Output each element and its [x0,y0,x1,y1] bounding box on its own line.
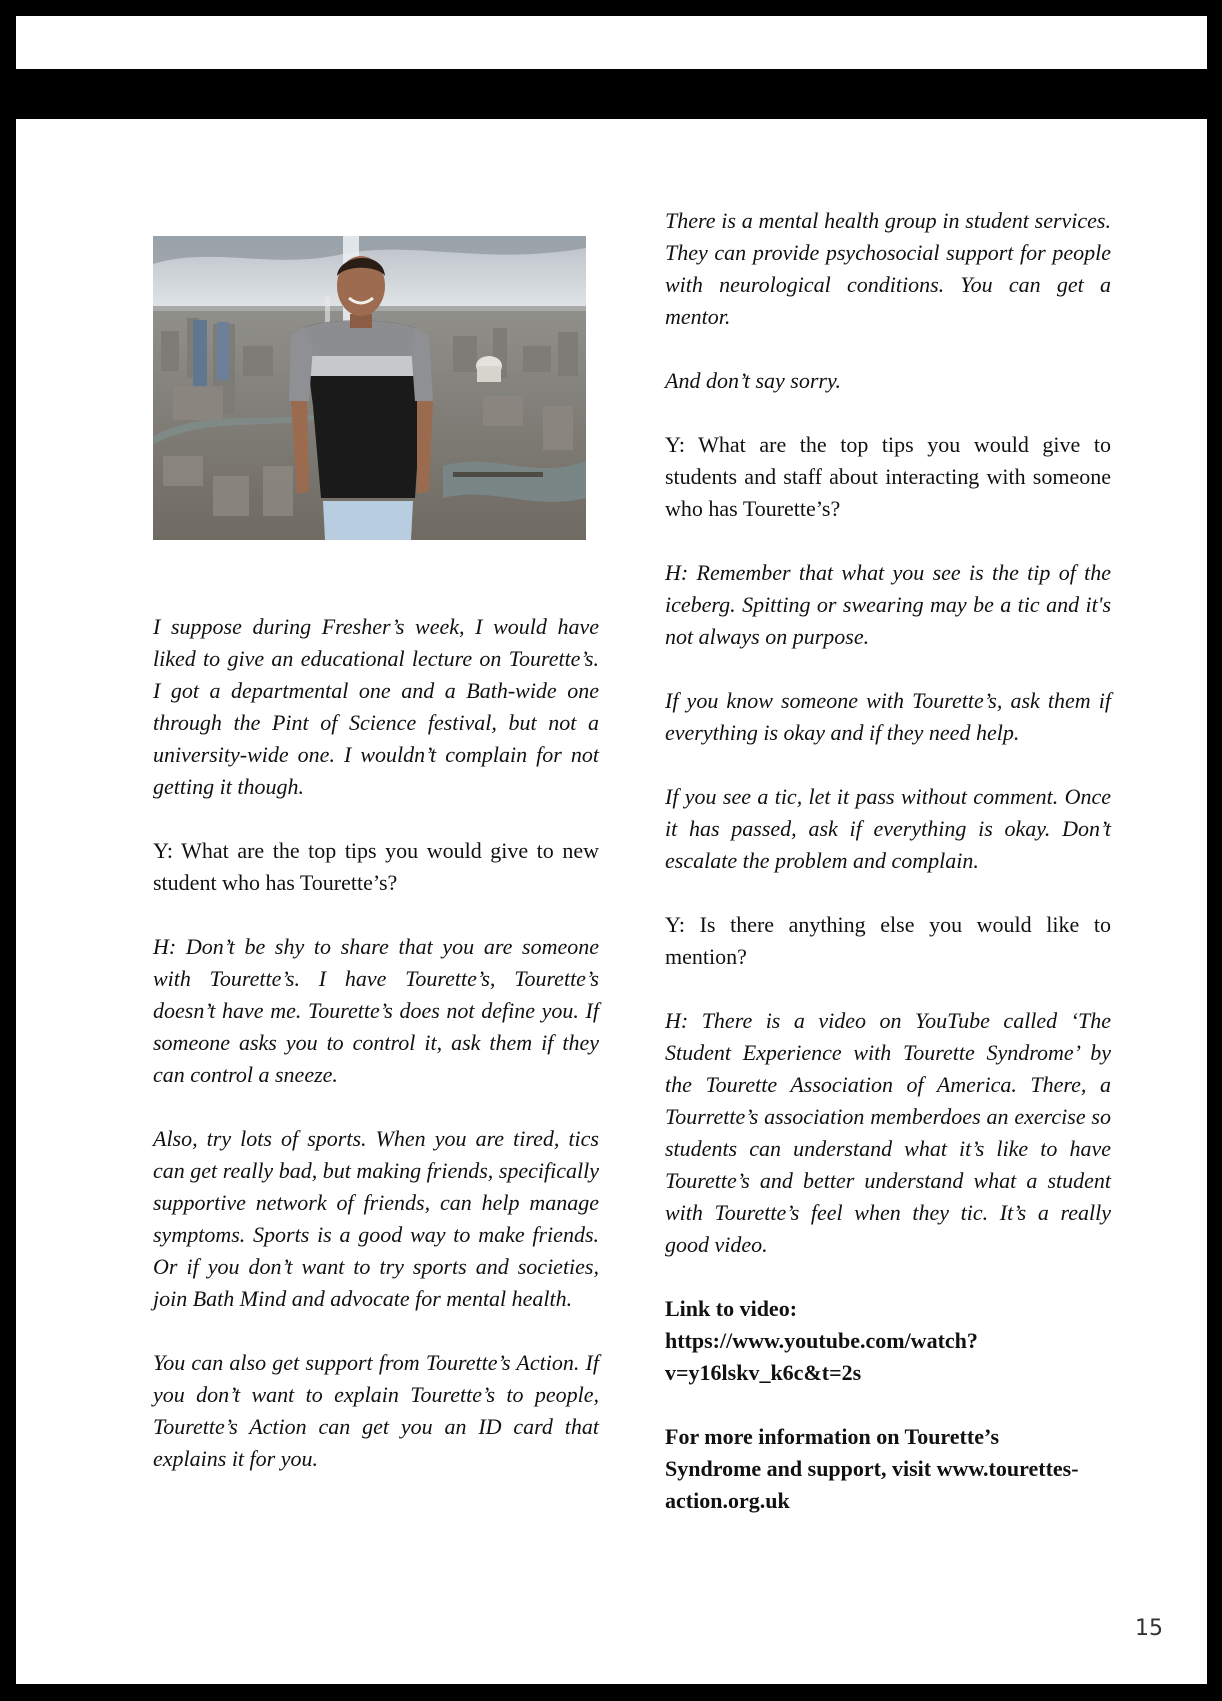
answer-paragraph: And don’t say sorry. [665,368,841,393]
top-header-bar [16,16,1207,69]
answer-paragraph: If you know someone with Tourette’s, ask them if everything is okay and if they need help. [665,688,1111,745]
page-number: 15 [1135,1616,1163,1641]
left-text-column [153,611,599,1475]
photo-illustration [153,236,586,540]
interviewee-photo [153,236,586,540]
question-paragraph: Y: What are the top tips you would give to students and staff about interacting with someone who has Tourette’s? [665,432,1111,521]
answer-paragraph: You can also get support from Tourette’s Action. If you don’t want to explain Tourette’s to people, Tourette’s Action can get you an ID card that explains it for you. [153,1350,599,1471]
more-info-line: For more information on Tourette’s [665,1424,1000,1449]
video-link-url-continued[interactable]: v=y16lskv_k6c&t=2s [665,1360,862,1385]
more-info-line: action.org.uk [665,1488,790,1513]
video-link-url[interactable]: https://www.youtube.com/watch? [665,1328,978,1353]
answer-paragraph: H: Don’t be shy to share that you are someone with Tourette’s. I have Tourette’s, Tourette’s doesn’t have me. Tourette’s does not define you. If someone asks you to control it, ask them if they can control a sneeze. [153,934,599,1087]
more-info-line: Syndrome and support, visit www.tourettes- [665,1456,1079,1481]
answer-paragraph: H: Remember that what you see is the tip of the iceberg. Spitting or swearing may be a tic and it's not always on purpose. [665,560,1111,649]
right-text-column [665,205,1111,1517]
magazine-page [16,119,1207,1684]
question-paragraph: Y: What are the top tips you would give to new student who has Tourette’s? [153,838,599,895]
answer-paragraph: There is a mental health group in student services. They can provide psychosocial support for people with neurological conditions. You can get a mentor. [665,208,1111,329]
answer-paragraph: Also, try lots of sports. When you are tired, tics can get really bad, but making friends, specifically supportive network of friends, can help manage symptoms. Sports is a good way to make friends. Or if you don’t want to try sports and societies, join Bath Mind and advocate for mental health. [153,1126,599,1311]
answer-paragraph: H: There is a video on YouTube called ‘The Student Experience with Tourette Syndrome’ by the Tourette Association of America. There, a Tourrette’s association memberdoes an exercise so students can understand what it’s like to have Tourette’s and better understand what a student with Tourette’s feel when they tic. It’s a really good video. [665,1008,1111,1257]
question-paragraph: Y: Is there anything else you would like to mention? [665,912,1111,969]
video-link-block [665,1293,1111,1389]
answer-paragraph: I suppose during Fresher’s week, I would have liked to give an educational lecture on Tourette’s. I got a departmental one and a Bath-wide one through the Pint of Science festival, but not a university-wide one. I wouldn’t complain for not getting it though. [153,614,599,799]
answer-paragraph: If you see a tic, let it pass without comment. Once it has passed, ask if everything is okay. Don’t escalate the problem and complain. [665,784,1111,873]
video-link-label: Link to video: [665,1296,798,1321]
more-info-block [665,1421,1111,1517]
